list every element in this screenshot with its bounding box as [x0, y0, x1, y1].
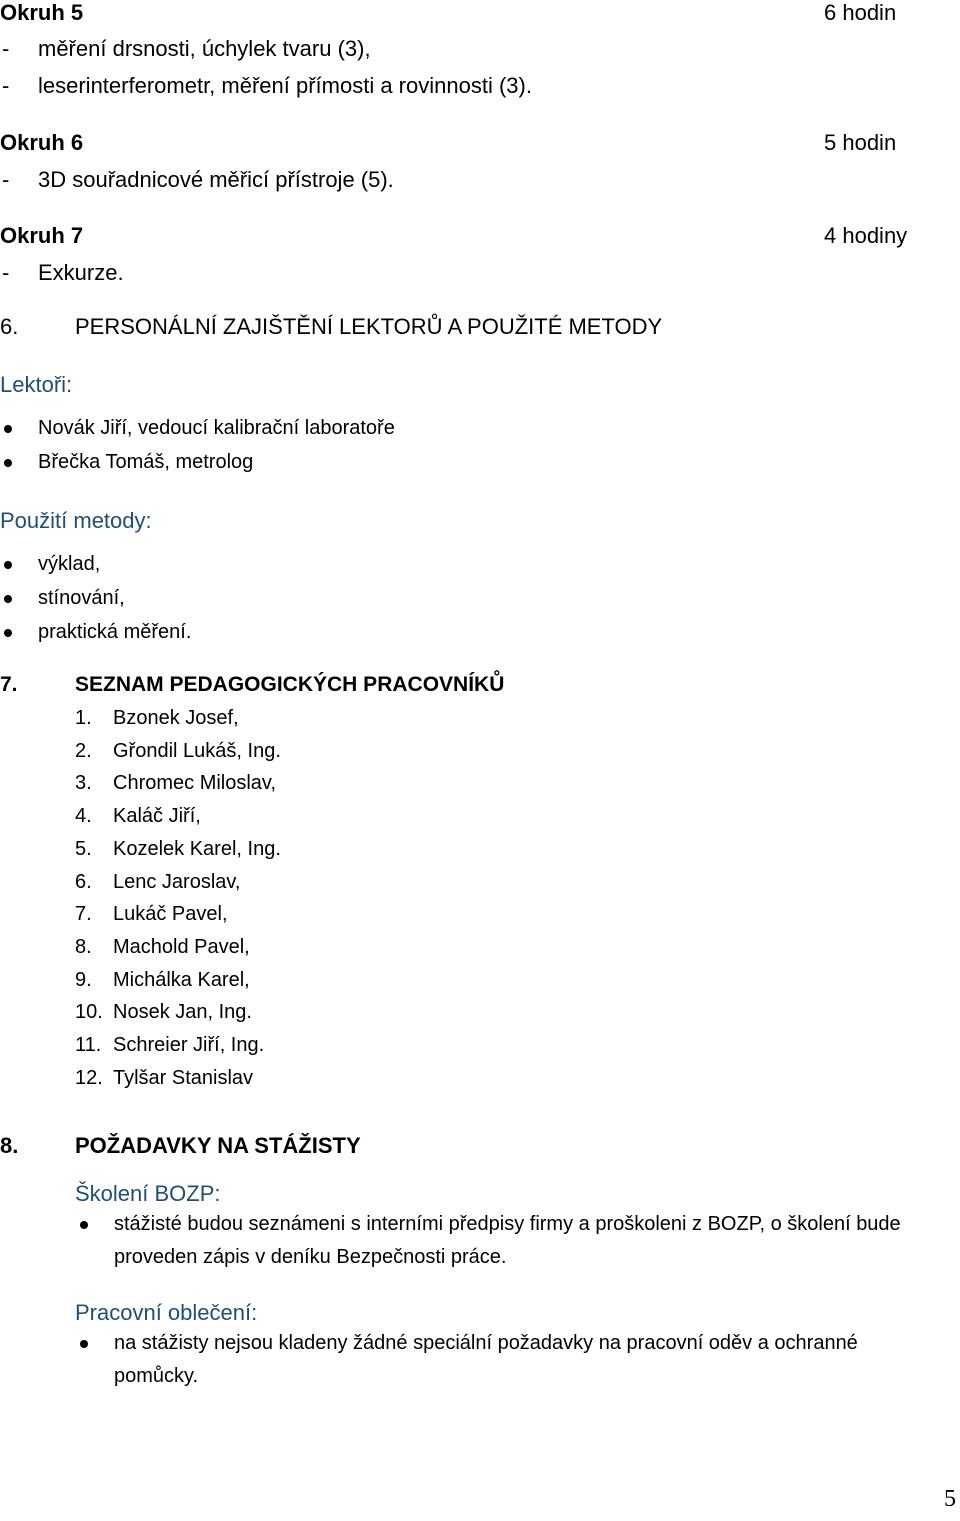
- bullet-icon: [4, 595, 12, 603]
- bullet-icon: [4, 629, 12, 637]
- person-name: Chromec Miloslav,: [113, 772, 276, 794]
- person-number: 4.: [75, 805, 92, 827]
- okruh-5-item-2: leserinterferometr, měření přímosti a rovinnosti (3).: [38, 73, 532, 98]
- okruh-7-dash-1: -: [2, 260, 10, 285]
- person-number: 11.: [75, 1034, 102, 1056]
- bozp-text-line-1: stážisté budou seznámeni s interními předpisy firmy a proškoleni z BOZP, o školení bude: [114, 1213, 901, 1235]
- okruh-5-dash-2: -: [2, 73, 10, 98]
- obleceni-text-line-2: pomůcky.: [114, 1365, 199, 1387]
- bozp-label: Školení BOZP:: [75, 1181, 221, 1206]
- bullet-icon: [80, 1340, 88, 1348]
- person-name: Kaláč Jiří,: [113, 805, 201, 827]
- page-number: 5: [944, 1486, 956, 1512]
- person-number: 6.: [75, 871, 92, 893]
- okruh-6-dash-1: -: [2, 167, 10, 192]
- section-6-title: PERSONÁLNÍ ZAJIŠTĚNÍ LEKTORŮ A POUŽITÉ METODY: [75, 314, 663, 339]
- section-7-number: 7.: [0, 673, 18, 696]
- section-6-number: 6.: [0, 314, 19, 339]
- obleceni-text-line-1: na stážisty nejsou kladeny žádné speciální požadavky na pracovní oděv a ochranné: [114, 1332, 858, 1354]
- person-name: Tylšar Stanislav: [113, 1067, 254, 1089]
- person-name: Schreier Jiří, Ing.: [113, 1034, 265, 1056]
- okruh-5-item-1: měření drsnosti, úchylek tvaru (3),: [38, 36, 371, 61]
- person-name: Nosek Jan, Ing.: [113, 1001, 252, 1023]
- section-8-title: POŽADAVKY NA STÁŽISTY: [75, 1133, 361, 1158]
- okruh-6-title: Okruh 6: [0, 130, 84, 155]
- person-name: Lukáč Pavel,: [113, 903, 228, 925]
- bullet-icon: [4, 459, 12, 467]
- bullet-icon: [80, 1221, 88, 1229]
- okruh-5-dash-1: -: [2, 36, 10, 61]
- lektor-item: Novák Jiří, vedoucí kalibrační laboratoře: [38, 417, 395, 439]
- bullet-icon: [4, 425, 12, 433]
- lektor-item: Břečka Tomáš, metrolog: [38, 451, 254, 473]
- okruh-6-item-1: 3D souřadnicové měřicí přístroje (5).: [38, 167, 394, 192]
- obleceni-label: Pracovní oblečení:: [75, 1300, 258, 1325]
- okruh-6-hours: 5 hodin: [824, 130, 897, 155]
- okruh-5-hours: 6 hodin: [824, 0, 897, 25]
- person-number: 9.: [75, 969, 92, 991]
- person-name: Bzonek Josef,: [113, 707, 239, 729]
- person-number: 8.: [75, 936, 92, 958]
- okruh-7-hours: 4 hodiny: [824, 223, 908, 248]
- person-name: Lenc Jaroslav,: [113, 871, 241, 893]
- person-number: 3.: [75, 772, 92, 794]
- okruh-7-item-1: Exkurze.: [38, 260, 124, 285]
- person-number: 5.: [75, 838, 92, 860]
- person-name: Michálka Karel,: [113, 969, 250, 991]
- metoda-item: výklad,: [38, 553, 101, 575]
- section-8-number: 8.: [0, 1133, 19, 1158]
- section-7-title: SEZNAM PEDAGOGICKÝCH PRACOVNÍKŮ: [75, 673, 505, 696]
- person-number: 7.: [75, 903, 92, 925]
- person-number: 2.: [75, 740, 92, 762]
- bozp-text-line-2: proveden zápis v deníku Bezpečnosti práce.: [114, 1246, 507, 1268]
- person-name: Gřondil Lukáš, Ing.: [113, 740, 281, 762]
- person-number: 10.: [75, 1001, 103, 1023]
- okruh-5-title: Okruh 5: [0, 0, 84, 25]
- person-number: 1.: [75, 707, 92, 729]
- metoda-item: praktická měření.: [38, 621, 192, 643]
- person-number: 12.: [75, 1067, 103, 1089]
- person-name: Kozelek Karel, Ing.: [113, 838, 281, 860]
- metody-label: Použití metody:: [0, 508, 152, 533]
- metoda-item: stínování,: [38, 587, 125, 609]
- bullet-icon: [4, 561, 12, 569]
- okruh-7-title: Okruh 7: [0, 223, 84, 248]
- person-name: Machold Pavel,: [113, 936, 250, 958]
- lektori-label: Lektoři:: [0, 372, 73, 397]
